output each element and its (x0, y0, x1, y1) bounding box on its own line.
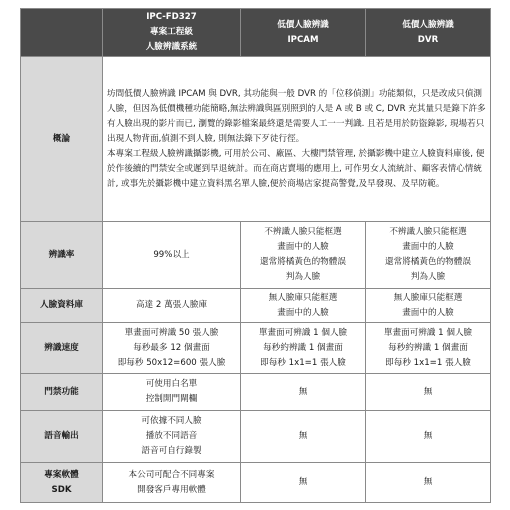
cell-text: 即每秒 1x1=1 張人臉 (260, 357, 346, 368)
cell-text: 單畫面可辨識 1 個人臉 (258, 327, 348, 338)
cell-text: 即每秒 50x12=600 張人臉 (117, 357, 226, 368)
cell-text: 無人臉庫只能框選 (393, 292, 463, 303)
header-ipcam-title: 低價人臉辨識 (277, 19, 329, 30)
spec-cell (103, 374, 241, 411)
header-product-model: IPC-FD327 (146, 12, 197, 22)
dvr-cell (366, 411, 491, 463)
header-dvr-cell (366, 9, 491, 57)
cell-text: 每秒最多 12 個畫面 (133, 342, 210, 353)
cell-text: 畫面中的人臉 (402, 242, 454, 252)
cell-text: 不辨識人臉只能框選 (389, 227, 467, 237)
cell-text: 語音可自行錄製 (141, 446, 202, 456)
spec-cell (103, 411, 241, 463)
overview-row (21, 57, 491, 222)
row-label: 人臉資料庫 (21, 289, 103, 323)
cell-text: 無 (423, 477, 433, 487)
cell-text: 還常將橘黃色的物體誤 (385, 257, 471, 267)
spec-cell (103, 289, 241, 323)
cell-text: 還常將橘黃色的物體誤 (260, 257, 346, 267)
cell-text: 高達 2 萬張人臉庫 (135, 300, 208, 310)
dvr-cell (366, 374, 491, 411)
cell-text: 無 (298, 477, 308, 487)
spec-cell (103, 463, 241, 503)
cell-text: 畫面中的人臉 (402, 307, 454, 318)
cell-text: 可使用白名單 (145, 379, 198, 389)
cell-text: 控制開門閘欄 (145, 394, 198, 404)
row-label (21, 463, 103, 503)
row-label: 辨識速度 (21, 323, 103, 374)
header-product-grade: 專案工程級 (150, 27, 193, 37)
cell-text: 無 (423, 431, 433, 441)
row-label: 門禁功能 (21, 374, 103, 411)
header-dvr-title: 低價人臉辨識 (402, 19, 454, 30)
header-corner-cell (21, 9, 103, 57)
table-row-recognition-speed (21, 323, 491, 374)
overview-paragraph-1: 坊間低價人臉辨識 IPCAM 與 DVR, 其功能與一般 DVR 的「位移偵測」功能類似，只是改成只偵測人臉，但因為低價機種功能簡略,無法辨識與區別照到的人是 A 或 B 或 C, DVR 充其量只是錄下許多有人臉出現的影片而已, 瀏覽的錄影檔案最終還是需要人工一一判識. 且若是用於防盜錄影, 現場若只出現人物背面,偵測不到人臉, 則無法錄下歹徒行徑。 (107, 88, 486, 144)
cell-text: 判為人臉 (410, 272, 446, 282)
cell-text: 不辨識人臉只能框選 (264, 227, 342, 237)
cell-text: 播放不同語音 (145, 431, 198, 441)
header-product-system: 人臉辨識系統 (145, 42, 198, 52)
row-label: 語音輸出 (21, 411, 103, 463)
cell-text: 畫面中的人臉 (277, 242, 329, 252)
cell-text: 即每秒 1x1=1 張人臉 (385, 357, 471, 368)
cell-text: 單畫面可辨識 50 張人臉 (124, 327, 219, 338)
cell-text: 無 (298, 431, 308, 441)
cell-text: 無人臉庫只能框選 (268, 292, 338, 303)
table-row-recognition-rate (21, 222, 491, 289)
dvr-cell (366, 323, 491, 374)
overview-text (103, 57, 491, 222)
ipcam-cell (241, 411, 366, 463)
cell-text: 畫面中的人臉 (277, 307, 329, 318)
ipcam-cell (241, 323, 366, 374)
header-product-cell (103, 9, 241, 57)
cell-text: 無 (423, 386, 433, 397)
header-dvr-sub: DVR (417, 34, 439, 45)
ipcam-cell (241, 289, 366, 323)
overview-paragraph-2: 本專案工程級人臉辨識攝影機, 可用於公司、廠區、大樓門禁管理, 於攝影機中建立人臉資料庫後, 便於作後續的門禁安全或遲到早退統計。而在商店賣場的應用上, 可作男女人流統計、顧客表情心情統計, 或事先於攝影機中建立資料黑名單人臉,便於商場店家提高警覺,及早發現、及早防範。 (107, 148, 485, 189)
comparison-table (20, 8, 491, 503)
ipcam-cell (241, 222, 366, 289)
row-label-line: SDK (51, 484, 72, 495)
dvr-cell (366, 289, 491, 323)
table-row-custom-software (21, 463, 491, 503)
cell-text: 判為人臉 (285, 272, 321, 282)
spec-cell (103, 222, 241, 289)
cell-text: 每秒約辨識 1 個畫面 (388, 342, 468, 353)
row-label: 辨識率 (21, 222, 103, 289)
cell-text: 99%以上 (153, 249, 190, 260)
dvr-cell (366, 463, 491, 503)
ipcam-cell (241, 463, 366, 503)
spec-cell (103, 323, 241, 374)
cell-text: 每秒約辨識 1 個畫面 (263, 342, 343, 353)
ipcam-cell (241, 374, 366, 411)
header-ipcam-cell (241, 9, 366, 57)
header-ipcam-sub: IPCAM (287, 34, 319, 45)
dvr-cell (366, 222, 491, 289)
table-row-access-control (21, 374, 491, 411)
table-row-voice-output (21, 411, 491, 463)
cell-text: 可依據不同人臉 (141, 416, 202, 426)
cell-text: 無 (298, 386, 308, 397)
cell-text: 開發客戶專用軟體 (137, 484, 206, 495)
cell-text: 本公司可配合不同專案 (128, 469, 215, 480)
header-row (21, 9, 491, 57)
overview-label: 概論 (21, 57, 103, 222)
cell-text: 單畫面可辨識 1 個人臉 (383, 327, 473, 338)
table-row-face-database (21, 289, 491, 323)
row-label-line: 專案軟體 (44, 469, 79, 480)
